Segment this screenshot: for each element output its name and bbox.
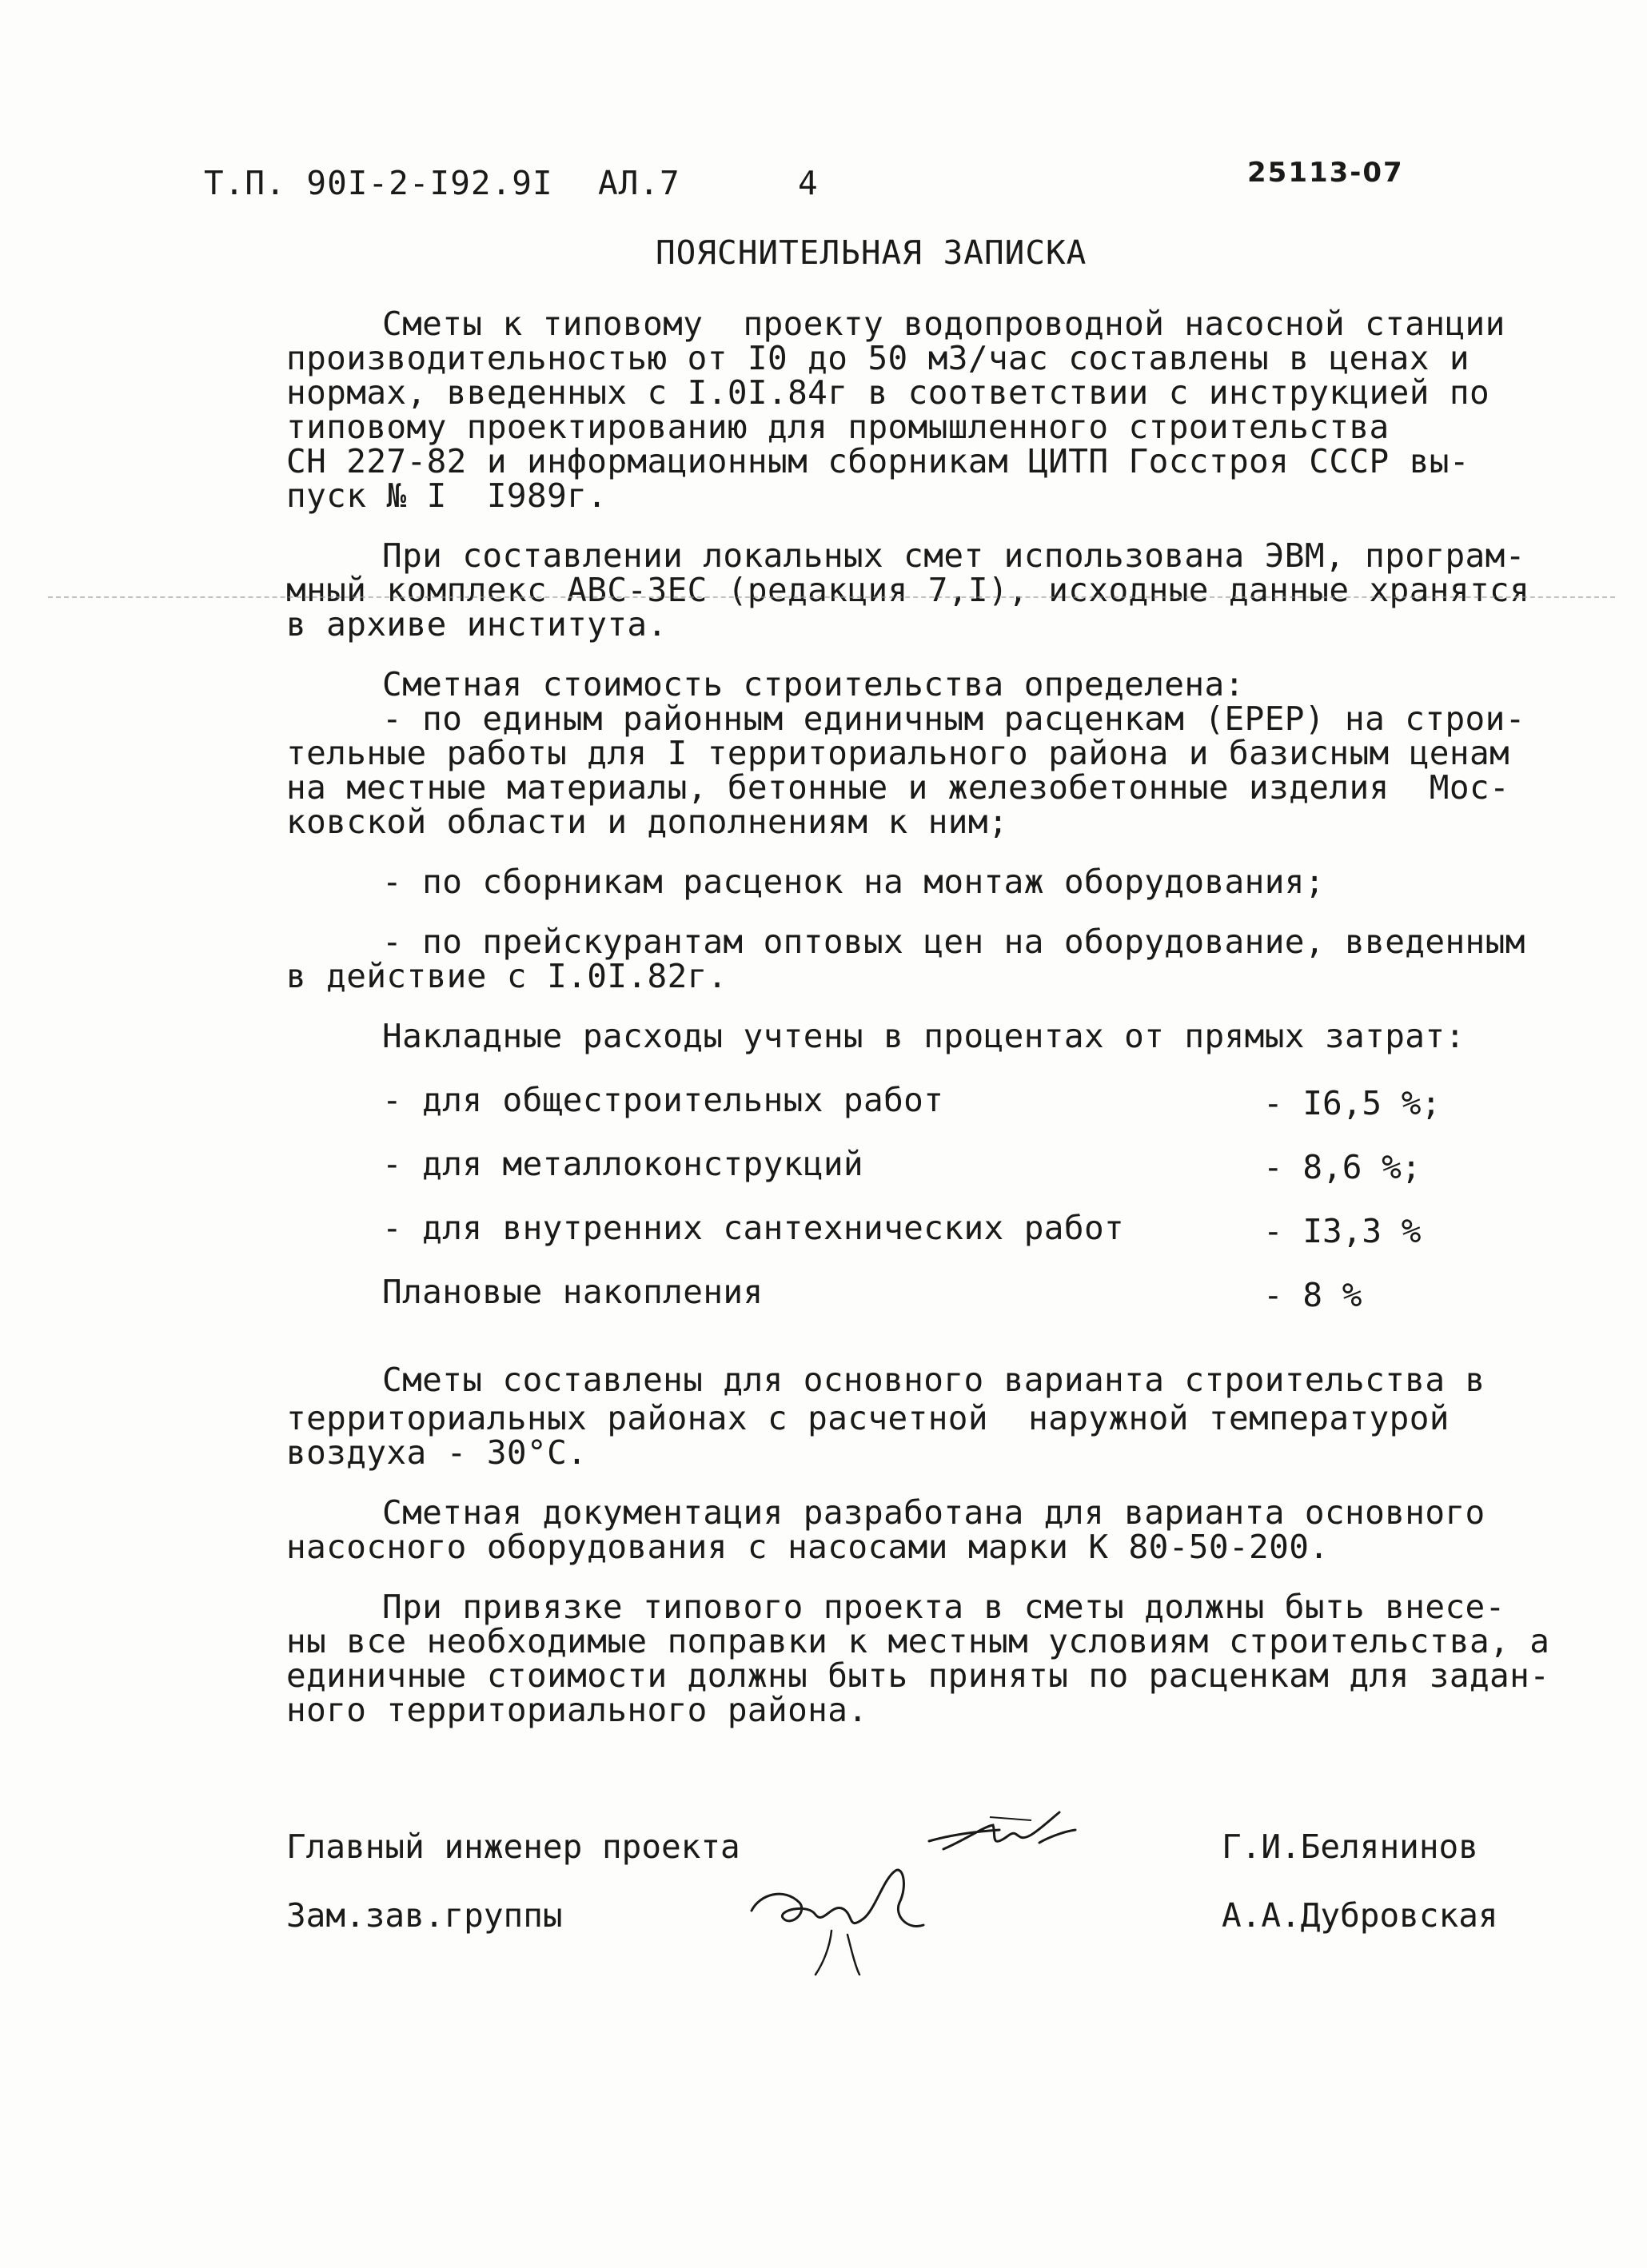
- doc-code: Т.П. 90I-2-I92.9I: [204, 164, 553, 202]
- text-line: Сметы составлены для основного варианта строительства в: [382, 1361, 1485, 1399]
- scan-artifact-line: [48, 596, 1615, 598]
- overhead-intro: Накладные расходы учтены в процентах от прямых затрат:: [382, 1017, 1466, 1055]
- text-line: Сметная стоимость строительства определена:: [382, 665, 1245, 704]
- signatory-role: Главный инженер проекта: [286, 1828, 740, 1866]
- text-line: насосного оборудования с насосами марки К 80-50-200.: [286, 1528, 1330, 1566]
- text-line: пуск № I I989г.: [286, 476, 608, 515]
- overhead-row-value: - I3,3 %: [1263, 1212, 1422, 1250]
- overhead-row-value: - I6,5 %;: [1263, 1084, 1442, 1122]
- signatory-name: Г.И.Белянинов: [1222, 1828, 1478, 1866]
- text-line: в действие с I.0I.82г.: [286, 957, 728, 995]
- page-title: ПОЯСНИТЕЛЬНАЯ ЗАПИСКА: [656, 233, 1087, 272]
- signature-mark: [736, 1855, 943, 1983]
- text-line: в архиве института.: [286, 605, 668, 644]
- text-line: единичные стоимости должны быть приняты по расценкам для задан-: [286, 1656, 1550, 1695]
- signatory-role: Зам.зав.группы: [286, 1896, 563, 1935]
- text-line: При составлении локальных смет использована ЭВМ, програм-: [382, 536, 1525, 575]
- overhead-row-label: - для металлоконструкций: [382, 1145, 864, 1183]
- text-line: - по единым районным единичным расценкам (ЕРЕР) на строи-: [382, 700, 1525, 738]
- text-line: нормах, введенных с I.0I.84г в соответствии с инструкцией по: [286, 373, 1490, 412]
- text-line: Сметы к типовому проекту водопроводной насосной станции: [382, 305, 1505, 343]
- page-number: 4: [798, 164, 819, 202]
- text-line: тельные работы для I территориального района и базисным ценам: [286, 734, 1510, 772]
- signature-mark: [919, 1803, 1079, 1875]
- overhead-row-label: Плановые накопления: [382, 1273, 764, 1311]
- archive-number: 25113-07: [1247, 157, 1404, 189]
- overhead-row-value: - 8 %: [1263, 1276, 1362, 1314]
- text-line: - по прейскурантам оптовых цен на оборудование, введенным: [382, 923, 1525, 961]
- overhead-row-label: - для внутренних сантехнических работ: [382, 1209, 1125, 1247]
- text-line: При привязке типового проекта в сметы должны быть внесе-: [382, 1588, 1505, 1626]
- text-line: территориальных районах с расчетной наружной температурой: [286, 1399, 1450, 1437]
- text-line: производительностью от I0 до 50 м3/час составлены в ценах и: [286, 339, 1470, 377]
- text-line: - по сборникам расценок на монтаж оборудования;: [382, 863, 1325, 901]
- text-line: типовому проектированию для промышленного строительства: [286, 408, 1390, 446]
- text-line: Сметная документация разработана для варианта основного: [382, 1493, 1485, 1532]
- overhead-row-label: - для общестроительных работ: [382, 1081, 944, 1119]
- text-line: ного территориального района.: [286, 1691, 868, 1729]
- text-line: ковской области и дополнениям к ним;: [286, 803, 1009, 841]
- album-label: АЛ.7: [598, 164, 680, 202]
- overhead-row-value: - 8,6 %;: [1263, 1148, 1422, 1186]
- text-line: ны все необходимые поправки к местным условиям строительства, а: [286, 1622, 1550, 1660]
- text-line: мный комплекс АВС-3ЕС (редакция 7,I), исходные данные хранятся: [286, 571, 1530, 609]
- signatory-name: А.А.Дубровская: [1222, 1896, 1498, 1935]
- text-line: СН 227-82 и информационным сборникам ЦИТП Госстроя СССР вы-: [286, 442, 1470, 480]
- text-line: на местные материалы, бетонные и железобетонные изделия Мос-: [286, 768, 1510, 807]
- text-line: воздуха - 30°С.: [286, 1433, 588, 1472]
